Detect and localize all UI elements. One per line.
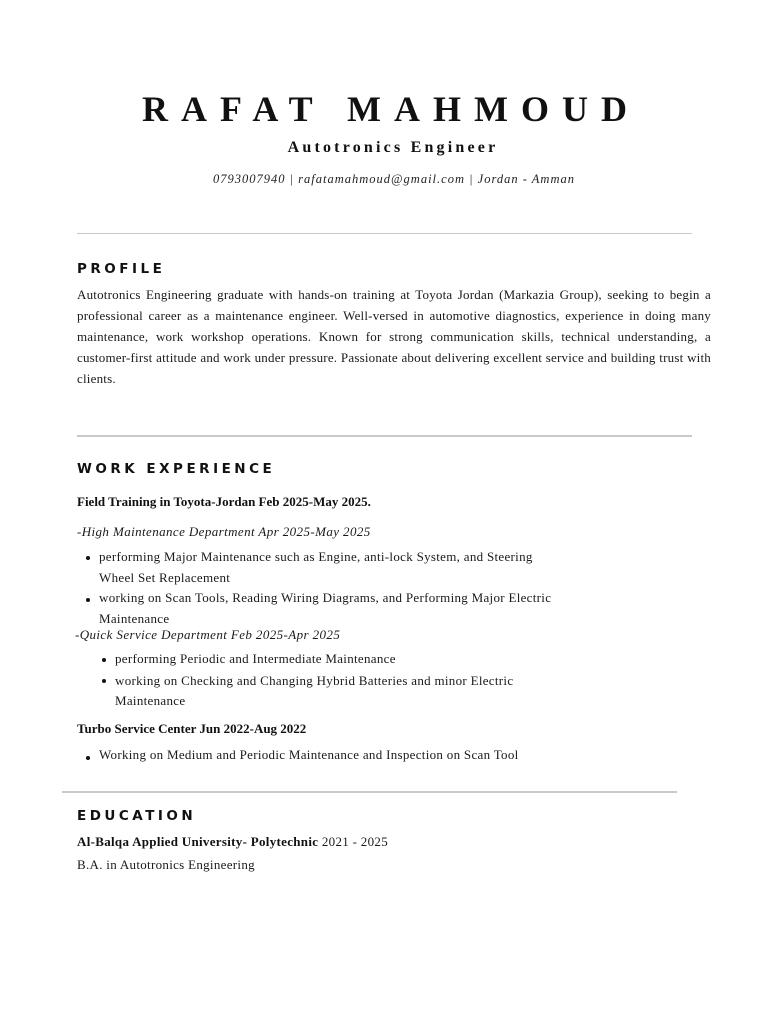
bullet-icon (86, 556, 90, 560)
job-title: Autotronics Engineer (287, 139, 499, 156)
profile-text: Autotronics Engineering graduate with hands-on training at Toyota Jordan (Markazia Group), seeking to begin a professional career as a maintenance engineer. Well-versed in automotive diagnostics, experience in doing many maintenance, work workshop operations. Known for strong communication skills, technical understanding, a customer-first attitude and work under pressure. Passionate about delivering excellent service and building trust with clients. (77, 287, 711, 386)
department-high-maintenance: -High Maintenance Department Apr 2025-May 2025 (77, 524, 371, 539)
list-item: performing Major Maintenance such as Engine, anti-lock System, and Steering (99, 549, 533, 564)
degree: B.A. in Autotronics Engineering (77, 857, 255, 872)
contact-info: 0793007940 | rafatamahmoud@gmail.com | Jordan - Amman (213, 172, 575, 186)
bullet-icon (102, 679, 106, 683)
work-experience-heading: WORK EXPERIENCE (77, 461, 276, 477)
list-item-continuation: Maintenance (115, 693, 186, 708)
bullet-icon (102, 658, 106, 662)
candidate-name: RAFAT MAHMOUD (142, 89, 640, 129)
profile-heading: PROFILE (77, 261, 166, 277)
list-item: working on Checking and Changing Hybrid Batteries and minor Electric (115, 673, 514, 688)
list-item-continuation: Maintenance (99, 611, 170, 626)
divider (77, 233, 692, 234)
list-item: working on Scan Tools, Reading Wiring Diagrams, and Performing Major Electric (99, 590, 552, 605)
divider (62, 791, 677, 793)
list-item: Working on Medium and Periodic Maintenance and Inspection on Scan Tool (99, 747, 519, 762)
bullet-icon (86, 756, 90, 760)
list-item-continuation: Wheel Set Replacement (99, 570, 231, 585)
divider (77, 435, 692, 437)
education-heading: EDUCATION (77, 808, 197, 824)
list-item: performing Periodic and Intermediate Maintenance (115, 651, 396, 666)
department-quick-service: -Quick Service Department Feb 2025-Apr 2025 (75, 627, 341, 642)
job-title-toyota: Field Training in Toyota-Jordan Feb 2025-May 2025. (77, 494, 371, 509)
job-title-turbo: Turbo Service Center Jun 2022-Aug 2022 (77, 721, 307, 736)
education-institution (77, 834, 388, 850)
bullet-icon (86, 598, 90, 602)
education-years: 2021 - 2025 (318, 834, 388, 849)
school-name: Al-Balqa Applied University- Polytechnic (77, 834, 319, 849)
